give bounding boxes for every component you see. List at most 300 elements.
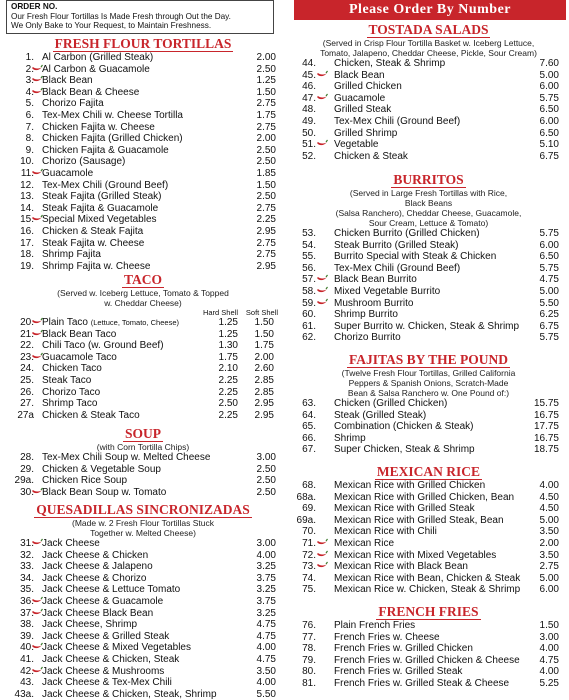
item-price: 3.25 — [256, 584, 276, 596]
item-number: 17. — [20, 237, 34, 249]
item-name — [334, 421, 474, 433]
item-price: 2.95 — [256, 260, 276, 272]
item-price: 6.00 — [539, 584, 559, 596]
item-name — [334, 58, 445, 70]
item-number: 48. — [302, 104, 316, 116]
menu-item-row — [0, 214, 286, 226]
item-name-text: Chicken Fajita w. Cheese — [42, 121, 155, 133]
item-price: 5.10 — [539, 139, 559, 151]
item-name — [42, 487, 166, 499]
item-price: 5.75 — [539, 332, 559, 344]
item-name-text: Jack Cheese & Chorizo — [42, 572, 147, 584]
item-name-text: Tex-Mex Chili w. Cheese Tortilla — [42, 109, 183, 121]
item-name-text: Mixed Vegetable Burrito — [334, 285, 441, 297]
item-name — [42, 666, 164, 678]
item-name — [42, 608, 153, 620]
chili-pepper-icon — [316, 93, 328, 105]
item-name-text: Grilled Steak — [334, 104, 392, 116]
item-number: 5. — [25, 98, 34, 110]
item-name — [334, 678, 509, 690]
item-name-text: Jack Cheese Black Bean — [42, 607, 154, 619]
item-name — [42, 249, 101, 261]
item-name — [42, 464, 161, 476]
item-price: 4.75 — [539, 274, 559, 286]
item-name — [42, 52, 153, 64]
item-price: 5.75 — [539, 92, 559, 104]
menu-item-row — [0, 98, 286, 110]
section-description: Peppers & Spanish Onions, Scratch-Made — [348, 378, 509, 388]
menu-item-row — [0, 677, 286, 689]
hard-shell-price: 2.25 — [218, 409, 238, 421]
item-name-text: Shrimp Fajita w. Cheese — [42, 260, 151, 272]
menu-item-row — [0, 464, 286, 476]
section-description: (Made w. 2 Fresh Flour Tortillas Stuck — [71, 518, 215, 528]
menu-item-row — [288, 515, 569, 527]
menu-item-row — [0, 180, 286, 192]
soft-shell-label: Soft Shell — [245, 308, 278, 317]
chili-pepper-icon — [316, 538, 328, 550]
item-name — [42, 329, 116, 341]
item-name-text: French Fries w. Grilled Chicken — [334, 643, 473, 655]
soft-shell-price: 2.95 — [254, 409, 274, 421]
item-number: 39. — [20, 630, 34, 642]
item-number: 8. — [25, 133, 34, 145]
item-name — [334, 666, 462, 678]
hard-shell-price: 2.25 — [218, 374, 238, 386]
menu-item-row — [288, 398, 569, 410]
item-name-text: Chicken & Steak — [334, 150, 408, 162]
item-number: 13. — [20, 191, 34, 203]
menu-item-row — [0, 398, 286, 410]
item-name-text: French Fries w. Grilled Steak & Cheese — [334, 677, 510, 689]
section-title: BURRITOS — [393, 172, 464, 187]
item-price: 2.00 — [256, 52, 276, 63]
item-number: 27a — [17, 409, 34, 421]
item-price: 1.50 — [256, 86, 276, 98]
item-number: 78. — [302, 643, 316, 655]
item-name-text: Jack Cheese & Chicken — [42, 549, 149, 561]
item-name — [334, 128, 397, 140]
item-number: 69. — [302, 503, 316, 515]
item-price: 2.50 — [256, 156, 276, 168]
item-name — [42, 156, 125, 168]
item-number: 52. — [302, 150, 316, 162]
item-list — [0, 452, 286, 498]
shell-header — [0, 308, 286, 317]
item-name-text: Jack Cheese & Guacamole — [42, 595, 164, 607]
item-name — [334, 643, 473, 655]
item-name-text: Tex-Mex Chili Soup w. Melted Cheese — [42, 452, 211, 463]
item-number: 66. — [302, 432, 316, 444]
item-number: 70. — [302, 526, 316, 538]
item-name — [334, 116, 460, 128]
item-name-text: Chorizo Taco — [42, 386, 101, 398]
soft-shell-price: 2.85 — [254, 386, 274, 398]
menu-item-row — [0, 52, 286, 64]
item-number: 80. — [302, 666, 316, 678]
menu-item-row — [0, 145, 286, 157]
item-name — [334, 492, 514, 504]
item-name-text: French Fries w. Cheese — [334, 631, 440, 643]
item-price: 4.50 — [539, 491, 559, 503]
section-title: MEXICAN RICE — [376, 464, 481, 479]
item-name — [42, 133, 183, 145]
item-price: 2.00 — [256, 133, 276, 145]
item-number: 23. — [20, 351, 34, 363]
order-note-title: ORDER NO. — [11, 2, 58, 11]
item-number: 36. — [20, 595, 34, 607]
item-name-text: Black Bean — [42, 75, 93, 87]
order-by-number-banner: Please Order By Number — [294, 0, 566, 20]
hard-shell-price: 1.30 — [218, 340, 238, 352]
item-name-text: Jack Cheese & Tex-Mex Chili — [42, 677, 172, 689]
item-name — [42, 238, 144, 250]
item-name — [334, 503, 475, 515]
item-price: 6.75 — [539, 320, 559, 332]
item-number: 74. — [302, 572, 316, 584]
item-price: 6.00 — [539, 239, 559, 251]
item-number: 56. — [302, 262, 316, 274]
item-price: 2.50 — [256, 144, 276, 156]
menu-item-row — [0, 156, 286, 168]
item-list — [288, 228, 569, 344]
menu-item-row — [0, 487, 286, 499]
chili-pepper-icon — [316, 298, 328, 310]
item-name-text: Chorizo (Sausage) — [42, 156, 126, 168]
item-name — [334, 584, 520, 596]
item-number: 32. — [20, 549, 34, 561]
item-name-text: Mushroom Burrito — [334, 297, 414, 309]
item-price: 3.75 — [256, 595, 276, 607]
menu-item-row — [288, 538, 569, 550]
item-price: 3.25 — [256, 607, 276, 619]
item-name-text: Chicken, Steak & Shrimp — [334, 58, 446, 69]
item-number: 29a. — [14, 475, 34, 487]
section-burritos — [288, 172, 569, 344]
item-number: 61. — [302, 320, 316, 332]
item-name — [334, 480, 485, 492]
item-number: 12. — [20, 179, 34, 191]
item-name-text: Plain Taco — [42, 317, 88, 328]
item-name — [42, 261, 150, 273]
item-price: 6.50 — [539, 251, 559, 263]
item-number: 37. — [20, 607, 34, 619]
section-description: Sour Cream, Lettuce & Tomato) — [368, 218, 489, 228]
menu-item-row — [288, 444, 569, 456]
item-price: 4.00 — [256, 642, 276, 654]
item-name — [42, 452, 210, 464]
item-price: 6.00 — [539, 115, 559, 127]
item-number: 50. — [302, 127, 316, 139]
item-list — [288, 480, 569, 596]
menu-item-row — [0, 654, 286, 666]
item-number: 11. — [20, 167, 34, 179]
item-price: 4.00 — [539, 666, 559, 678]
item-name-text: Special Mixed Vegetables — [42, 214, 157, 226]
item-number: 4. — [25, 86, 34, 98]
item-name — [42, 214, 157, 226]
item-list — [0, 52, 286, 272]
item-number: 49. — [302, 115, 316, 127]
item-number: 71. — [302, 537, 316, 549]
item-price: 4.75 — [256, 630, 276, 642]
item-name-text: Mexican Rice w. Chicken, Steak & Shrimp — [334, 584, 521, 596]
soft-shell-price: 1.50 — [254, 328, 274, 340]
item-price: 2.75 — [539, 561, 559, 573]
section-description: Bean & Salsa Ranchero w. One Pound of:) — [347, 388, 510, 398]
section-description: (Salsa Ranchero), Cheddar Cheese, Guacamole, — [335, 208, 522, 218]
item-name — [334, 526, 437, 538]
soft-shell-price: 1.50 — [254, 317, 274, 328]
item-name-text: Mexican Rice with Mixed Vegetables — [334, 549, 497, 561]
item-price: 3.25 — [256, 561, 276, 573]
menu-item-row — [0, 203, 286, 215]
menu-item-row — [0, 64, 286, 76]
item-price: 6.50 — [539, 127, 559, 139]
item-price: 3.00 — [256, 452, 276, 463]
item-number: 62. — [302, 332, 316, 344]
soft-shell-price: 2.95 — [254, 398, 274, 410]
menu-item-row — [288, 480, 569, 492]
menu-item-row — [0, 410, 286, 422]
item-name-text: Super Burrito w. Chicken, Steak & Shrimp — [334, 320, 520, 332]
item-name — [42, 619, 137, 631]
menu-item-row — [0, 689, 286, 700]
item-name — [334, 515, 504, 527]
item-number: 43a. — [14, 688, 34, 700]
section-description: (with Corn Tortilla Chips) — [96, 442, 190, 452]
item-name — [42, 191, 162, 203]
item-price: 4.75 — [256, 653, 276, 665]
item-list — [288, 58, 569, 162]
item-price: 2.95 — [256, 225, 276, 237]
item-name-text: Jack Cheese & Mushrooms — [42, 665, 165, 677]
item-name-text: Shrimp — [334, 432, 366, 444]
item-price: 1.25 — [256, 75, 276, 87]
item-name — [334, 228, 480, 240]
item-name — [42, 363, 102, 375]
item-number: 75. — [302, 584, 316, 596]
section-description: (Served in Crisp Flour Tortilla Basket w. Iceberg Lettuce, — [322, 38, 535, 48]
item-price: 16.75 — [533, 432, 559, 444]
menu-item-row — [288, 70, 569, 82]
soft-shell-price: 2.85 — [254, 374, 274, 386]
item-price: 2.75 — [256, 202, 276, 214]
menu-item-row — [288, 309, 569, 321]
item-name — [334, 410, 426, 422]
item-list — [288, 620, 569, 690]
item-number: 40. — [20, 642, 34, 654]
section-description: Tomato, Jalapeno, Cheddar Cheese, Pickle, Sour Cream) — [320, 48, 537, 58]
item-price: 1.50 — [256, 179, 276, 191]
item-price: 3.50 — [539, 526, 559, 538]
item-number: 18. — [20, 249, 34, 261]
item-note: (Lettuce, Tomato, Cheese) — [90, 318, 179, 327]
item-number: 16. — [20, 225, 34, 237]
menu-item-row — [288, 240, 569, 252]
menu-item-row — [288, 573, 569, 585]
item-number: 24. — [20, 363, 34, 375]
menu-item-row — [0, 226, 286, 238]
item-name-text: Al Carbon & Guacamole — [42, 63, 150, 75]
item-number: 59. — [302, 297, 316, 309]
section-title: FRENCH FRIES — [378, 604, 479, 619]
item-name-text: Mexican Rice with Grilled Chicken — [334, 480, 486, 491]
item-name-text: Tex-Mex Chili (Ground Beef) — [334, 115, 461, 127]
item-price: 2.50 — [256, 463, 276, 475]
menu-item-row — [288, 139, 569, 151]
item-name-text: Mexican Rice with Bean, Chicken & Steak — [334, 572, 521, 584]
item-name-text: Steak Taco — [42, 374, 92, 386]
item-name-text: Black Bean Taco — [42, 328, 117, 340]
item-name-text: Plain French Fries — [334, 620, 416, 631]
item-number: 1. — [25, 52, 34, 63]
item-name-text: Jack Cheese & Chicken, Steak — [42, 653, 180, 665]
item-name — [42, 631, 169, 643]
item-name — [42, 180, 168, 192]
item-price: 2.75 — [256, 98, 276, 110]
chili-pepper-icon — [316, 286, 328, 298]
item-number: 67. — [302, 444, 316, 456]
hard-shell-label: Hard Shell — [202, 308, 238, 317]
item-number: 2. — [25, 63, 34, 75]
item-number: 44. — [302, 58, 316, 69]
section-title: FRESH FLOUR TORTILLAS — [54, 36, 232, 51]
menu-item-row — [0, 561, 286, 573]
menu-item-row — [0, 340, 286, 352]
item-price: 3.50 — [539, 549, 559, 561]
item-name — [334, 321, 519, 333]
item-number: 81. — [302, 677, 316, 689]
menu-item-row — [288, 263, 569, 275]
item-name-text: Mexican Rice with Black Bean — [334, 561, 468, 573]
item-name — [42, 475, 127, 487]
item-number: 77. — [302, 631, 316, 643]
item-price: 17.75 — [533, 421, 559, 433]
item-name — [42, 87, 139, 99]
menu-item-row — [0, 387, 286, 399]
section-description: w. Cheddar Cheese) — [104, 298, 182, 308]
item-name — [334, 70, 385, 82]
hard-shell-price: 1.25 — [218, 328, 238, 340]
menu-item-row — [288, 666, 569, 678]
item-number: 38. — [20, 619, 34, 631]
item-name-text: Mexican Rice — [334, 537, 395, 549]
section-title: TACO — [123, 272, 162, 287]
item-number: 30. — [20, 486, 34, 498]
item-number: 14. — [20, 202, 34, 214]
item-name-text: Mexican Rice with Chili — [334, 526, 437, 538]
soft-shell-price: 1.75 — [254, 340, 274, 352]
item-price: 4.75 — [539, 654, 559, 666]
section-title: QUESADILLAS SINCRONIZADAS — [36, 502, 250, 517]
item-number: 57. — [302, 274, 316, 286]
item-list — [288, 398, 569, 456]
section-fajitas-by-the-pound — [288, 352, 569, 456]
item-number: 47. — [302, 92, 316, 104]
item-name-text: French Fries w. Grilled Steak — [334, 666, 463, 678]
order-note-line-1: Our Fresh Flour Tortillas Is Made Fresh through Out the Day. — [11, 11, 231, 21]
menu-item-row — [0, 110, 286, 122]
item-name — [42, 642, 191, 654]
item-name-text: Chorizo Fajita — [42, 98, 104, 110]
menu-item-row — [0, 352, 286, 364]
menu-item-row — [0, 249, 286, 261]
item-number: 28. — [20, 452, 34, 463]
hard-shell-price: 2.50 — [218, 398, 238, 410]
menu-item-row — [288, 104, 569, 116]
item-name-text: Black Bean Burrito — [334, 274, 417, 286]
item-number: 27. — [20, 398, 34, 410]
item-name — [42, 584, 180, 596]
menu-item-row — [0, 375, 286, 387]
soft-shell-price: 2.60 — [254, 363, 274, 375]
item-number: 79. — [302, 654, 316, 666]
item-name-text: Guacamole — [42, 167, 94, 179]
item-number: 72. — [302, 549, 316, 561]
item-name-text: Burrito Special with Steak & Chicken — [334, 251, 497, 263]
item-name-text: Jack Cheese, Shrimp — [42, 619, 138, 631]
menu-item-row — [288, 550, 569, 562]
item-price: 18.75 — [533, 444, 559, 456]
item-price: 3.00 — [539, 631, 559, 643]
order-note-line-2: We Only Bake to Your Request, to Maintain Freshness. — [11, 21, 212, 30]
item-number: 19. — [20, 260, 34, 272]
item-name-text: Super Chicken, Steak & Shrimp — [334, 444, 475, 456]
item-name-text: Steak Fajita & Guacamole — [42, 202, 159, 214]
item-name-text: Chicken Burrito (Grilled Chicken) — [334, 228, 480, 239]
section-description: (Served w. Iceberg Lettuce, Tomato & Topped — [57, 288, 229, 298]
menu-item-row — [0, 317, 286, 329]
section-tostada-salads — [288, 22, 569, 162]
item-name-text: Jack Cheese — [42, 538, 100, 549]
menu-item-row — [0, 87, 286, 99]
menu-item-row — [0, 666, 286, 678]
menu-item-row — [288, 655, 569, 667]
item-number: 60. — [302, 309, 316, 321]
item-name-text: Chorizo Burrito — [334, 332, 401, 344]
item-name-text: Jack Cheese & Jalapeno — [42, 561, 153, 573]
item-name-text: Black Bean Soup w. Tomato — [42, 486, 167, 498]
item-name-text: Shrimp Taco — [42, 398, 98, 410]
item-name-text: Vegetable — [334, 139, 379, 151]
soft-shell-price: 2.00 — [254, 351, 274, 363]
item-name-text: Steak Fajita w. Cheese — [42, 237, 145, 249]
item-price: 3.50 — [256, 665, 276, 677]
item-number: 46. — [302, 81, 316, 93]
item-name — [42, 340, 164, 352]
menu-item-row — [0, 238, 286, 250]
item-price: 5.00 — [539, 572, 559, 584]
menu-item-row — [288, 421, 569, 433]
hard-shell-price: 1.25 — [218, 317, 238, 328]
menu-item-row — [0, 538, 286, 550]
item-name-text: Combination (Chicken & Steak) — [334, 421, 474, 433]
menu-item-row — [288, 251, 569, 263]
section-soup — [0, 426, 286, 498]
item-name — [334, 573, 520, 585]
item-number: 55. — [302, 251, 316, 263]
item-name — [334, 538, 394, 550]
item-name — [42, 596, 163, 608]
menu-item-row — [288, 332, 569, 344]
section-fresh-flour-tortillas — [0, 36, 286, 272]
menu-item-row — [0, 75, 286, 87]
item-name-text: Shrimp Fajita — [42, 249, 101, 261]
item-name-text: Chicken & Steak Fajita — [42, 225, 144, 237]
item-number: 41. — [20, 653, 34, 665]
item-name-text: Chicken & Steak Taco — [42, 409, 140, 421]
